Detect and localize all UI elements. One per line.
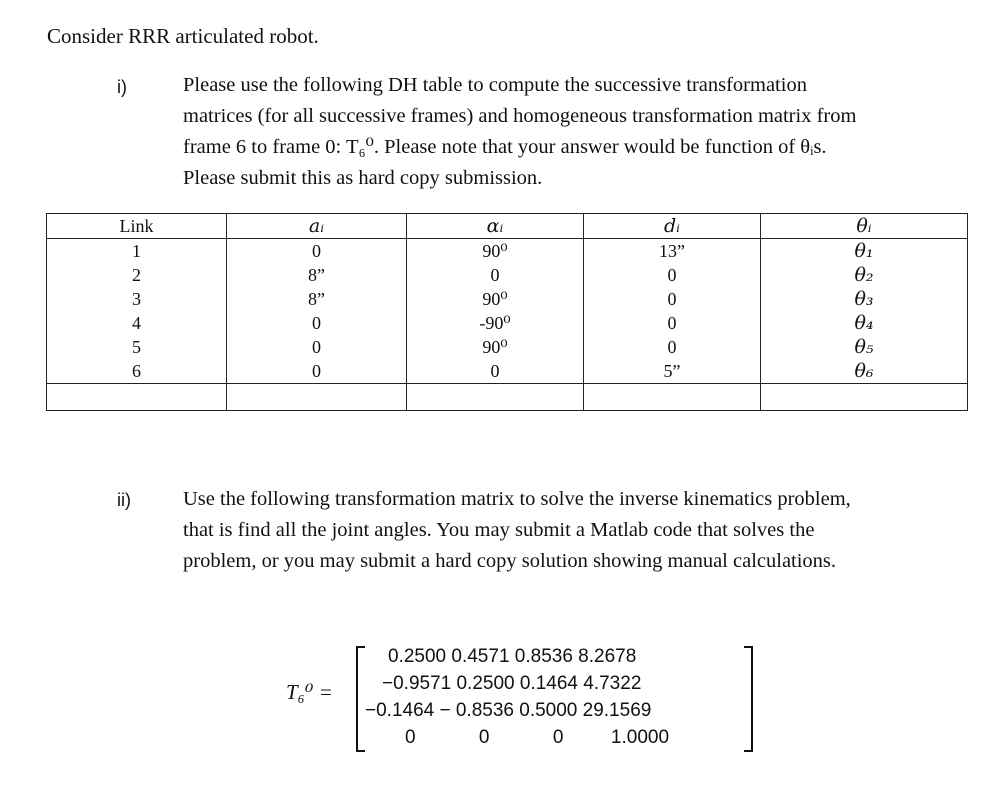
part-ii-label: ii) xyxy=(117,490,131,510)
cell-d: 0 xyxy=(584,335,761,359)
dh-table xyxy=(46,213,968,411)
cell-alpha: 90⁰ xyxy=(407,335,584,359)
matrix-row-4: 0 0 0 1.0000 xyxy=(405,727,670,748)
header-d: dᵢ xyxy=(584,214,761,239)
table-row xyxy=(47,239,968,264)
cell-d: 0 xyxy=(584,263,761,287)
cell-link: 1 xyxy=(47,239,227,264)
matrix-right-bracket xyxy=(744,646,753,752)
cell-link: 3 xyxy=(47,287,227,311)
matrix-left-bracket xyxy=(356,646,365,752)
table-row xyxy=(47,335,968,359)
cell-link: 4 xyxy=(47,311,227,335)
part-i-line-3: frame 6 to frame 0: T₆⁰. Please note that your answer would be function of θᵢs. xyxy=(183,136,827,158)
table-row-empty xyxy=(47,384,968,411)
cell-a: 8” xyxy=(227,287,407,311)
part-ii-line-1: Use the following transformation matrix to solve the inverse kinematics problem, xyxy=(183,488,851,510)
cell-a: 0 xyxy=(227,359,407,384)
table-row xyxy=(47,359,968,384)
cell-theta: θ₅ xyxy=(761,335,968,359)
cell-alpha: -90⁰ xyxy=(407,311,584,335)
matrix-row-2: −0.9571 0.2500 0.1464 4.7322 xyxy=(382,673,642,694)
cell-theta: θ₃ xyxy=(761,287,968,311)
header-a: aᵢ xyxy=(227,214,407,239)
cell-theta: θ₂ xyxy=(761,263,968,287)
cell-a: 8” xyxy=(227,263,407,287)
cell-theta: θ₆ xyxy=(761,359,968,384)
cell-link: 2 xyxy=(47,263,227,287)
cell-alpha: 90⁰ xyxy=(407,287,584,311)
cell-d: 5” xyxy=(584,359,761,384)
part-i-line-2: matrices (for all successive frames) and homogeneous transformation matrix from xyxy=(183,105,857,127)
cell-link: 5 xyxy=(47,335,227,359)
header-alpha: αᵢ xyxy=(407,214,584,239)
cell-a: 0 xyxy=(227,311,407,335)
cell-alpha: 0 xyxy=(407,263,584,287)
cell-alpha: 0 xyxy=(407,359,584,384)
cell-d: 0 xyxy=(584,287,761,311)
matrix-row-1: 0.2500 0.4571 0.8536 8.2678 xyxy=(388,646,637,667)
part-i-line-4: Please submit this as hard copy submission. xyxy=(183,167,543,189)
part-ii-line-3: problem, or you may submit a hard copy solution showing manual calculations. xyxy=(183,550,837,572)
dh-table-header xyxy=(47,214,968,239)
table-row xyxy=(47,263,968,287)
cell-d: 13” xyxy=(584,239,761,264)
cell-d: 0 xyxy=(584,311,761,335)
cell-a: 0 xyxy=(227,239,407,264)
cell-theta: θ₄ xyxy=(761,311,968,335)
cell-link: 6 xyxy=(47,359,227,384)
page-title: Consider RRR articulated robot. xyxy=(47,24,319,48)
part-i-text xyxy=(183,70,856,194)
header-link: Link xyxy=(47,214,227,239)
cell-theta: θ₁ xyxy=(761,239,968,264)
matrix-row-3: −0.1464 − 0.8536 0.5000 29.1569 xyxy=(365,700,652,721)
part-ii-text xyxy=(183,484,851,577)
part-i-line-1: Please use the following DH table to compute the successive transformation xyxy=(183,74,807,96)
matrix-label: T₆⁰ = xyxy=(286,680,333,704)
part-i-label: i) xyxy=(117,77,127,97)
table-row xyxy=(47,311,968,335)
part-ii-line-2: that is find all the joint angles. You may submit a Matlab code that solves the xyxy=(183,519,815,541)
cell-a: 0 xyxy=(227,335,407,359)
cell-alpha: 90⁰ xyxy=(407,239,584,264)
header-theta: θᵢ xyxy=(761,214,968,239)
table-row xyxy=(47,287,968,311)
